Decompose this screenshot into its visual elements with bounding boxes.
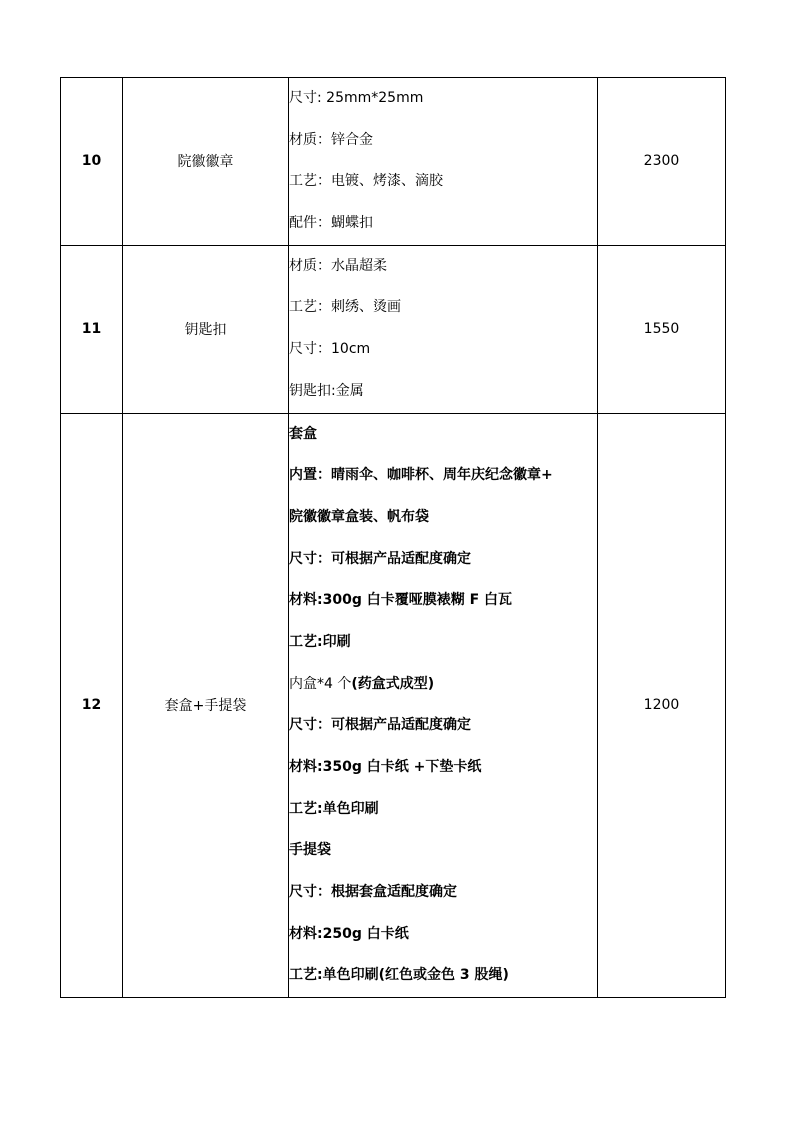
spec-line: 手提袋 <box>289 842 331 859</box>
item-quantity: 1200 <box>598 413 726 998</box>
spec-line: 材料:300g 白卡覆哑膜裱糊 F 白瓦 <box>289 592 513 609</box>
spec-line: 尺寸：可根据产品适配度确定 <box>289 550 471 567</box>
product-spec-table <box>60 77 726 998</box>
spec-line: 套盒 <box>289 425 317 442</box>
table-row <box>61 78 726 246</box>
item-quantity: 1550 <box>598 245 726 413</box>
spec-line-bold-part: (药盒式成型) <box>351 675 435 692</box>
item-quantity: 2300 <box>598 78 726 246</box>
spec-line: 工艺:单色印刷 <box>289 800 379 817</box>
item-spec <box>289 245 598 413</box>
spec-line: 钥匙扣:金属 <box>289 382 364 399</box>
spec-line: 材料:350g 白卡纸 +下垫卡纸 <box>289 759 482 775</box>
spec-line: 材料:250g 白卡纸 <box>289 925 409 942</box>
spec-line: 内置：晴雨伞、咖啡杯、周年庆纪念徽章+ <box>289 467 553 484</box>
item-name: 套盒+手提袋 <box>123 413 289 998</box>
item-spec <box>289 78 598 246</box>
table-row <box>61 245 726 413</box>
spec-line: 尺寸: 25mm*25mm <box>289 90 424 106</box>
spec-line: 配件：蝴蝶扣 <box>289 215 373 232</box>
spec-line: 尺寸：根据套盒适配度确定 <box>289 884 457 901</box>
spec-line: 内盒*4 个(药盒式成型) <box>289 675 435 692</box>
spec-line: 工艺：电镀、烤漆、滴胶 <box>289 173 443 190</box>
table-row <box>61 413 726 998</box>
item-name: 钥匙扣 <box>123 245 289 413</box>
spec-line: 工艺:单色印刷(红色或金色 3 股绳) <box>289 967 509 984</box>
item-number: 12 <box>61 413 123 998</box>
item-name: 院徽徽章 <box>123 78 289 246</box>
item-number: 10 <box>61 78 123 246</box>
spec-line: 工艺：刺绣、烫画 <box>289 299 401 316</box>
spec-line: 材质：水晶超柔 <box>289 257 387 274</box>
spec-line: 尺寸：可根据产品适配度确定 <box>289 717 471 734</box>
spec-line: 材质：锌合金 <box>289 131 373 148</box>
spec-line: 院徽徽章盒装、帆布袋 <box>289 508 429 525</box>
spec-line: 尺寸：10cm <box>289 341 371 358</box>
item-spec <box>289 413 598 998</box>
item-number: 11 <box>61 245 123 413</box>
spec-line: 工艺:印刷 <box>289 633 351 650</box>
